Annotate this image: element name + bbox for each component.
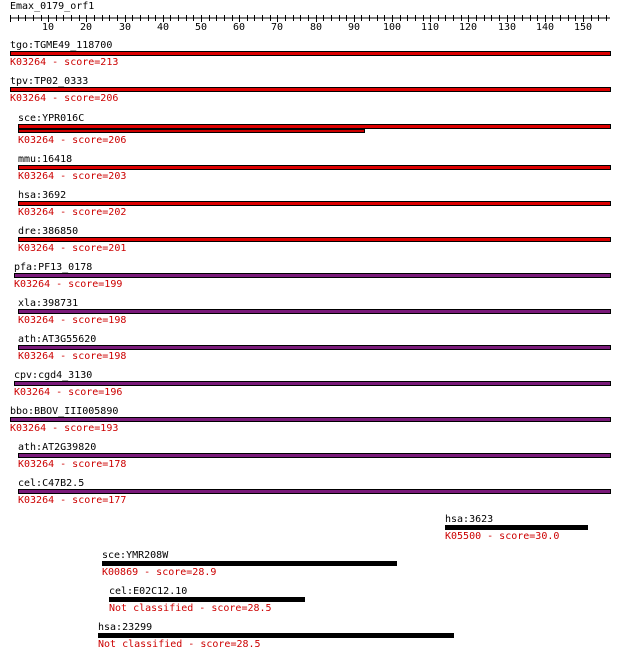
hit-ko-score-link[interactable]: K05500 - score=30.0: [445, 531, 560, 542]
hit-alignment-bar[interactable]: [18, 201, 611, 206]
hit-gene-link[interactable]: xla:398731: [18, 298, 79, 309]
hit-alignment-bar[interactable]: [18, 237, 611, 242]
ruler-tick-label: 130: [497, 22, 517, 32]
hit-ko-score-link[interactable]: K03264 - score=177: [18, 495, 127, 506]
hit-gene-link[interactable]: ath:AT3G55620: [18, 334, 97, 345]
ruler-tick-label: 90: [347, 22, 361, 32]
hit-secondary-alignment-bar[interactable]: [18, 129, 365, 133]
ruler-tick-label: 60: [232, 22, 246, 32]
hit-gene-link[interactable]: hsa:23299: [98, 622, 153, 633]
ruler-tick-label: 30: [118, 22, 132, 32]
ruler-tick-label: 70: [270, 22, 284, 32]
hit-alignment-bar[interactable]: [14, 273, 611, 278]
ruler-tick-label: 40: [156, 22, 170, 32]
ruler-tick-label: 50: [194, 22, 208, 32]
hit-alignment-bar[interactable]: [109, 597, 305, 602]
hit-alignment-bar[interactable]: [18, 453, 611, 458]
hit-gene-link[interactable]: cel:E02C12.10: [109, 586, 188, 597]
hit-ko-score-link[interactable]: K03264 - score=196: [14, 387, 123, 398]
ruler-tick-label: 120: [458, 22, 478, 32]
hit-alignment-bar[interactable]: [102, 561, 397, 566]
hit-ko-score-link[interactable]: K03264 - score=193: [10, 423, 119, 434]
hit-gene-link[interactable]: ath:AT2G39820: [18, 442, 97, 453]
hit-alignment-bar[interactable]: [10, 87, 611, 92]
ruler-tick-label: 10: [41, 22, 55, 32]
hit-gene-link[interactable]: cpv:cgd4_3130: [14, 370, 93, 381]
ruler-tick-label: 150: [573, 22, 593, 32]
query-name: Emax_0179_orf1: [10, 1, 95, 12]
hit-ko-score-link[interactable]: K03264 - score=206: [18, 135, 127, 146]
hit-ko-score-link[interactable]: K03264 - score=199: [14, 279, 123, 290]
hit-alignment-bar[interactable]: [18, 309, 611, 314]
hit-ko-score-link[interactable]: K03264 - score=178: [18, 459, 127, 470]
ruler-tick-label: 20: [79, 22, 93, 32]
hit-ko-score-link[interactable]: K03264 - score=202: [18, 207, 127, 218]
hit-gene-link[interactable]: mmu:16418: [18, 154, 73, 165]
hit-ko-score-link[interactable]: K00869 - score=28.9: [102, 567, 217, 578]
hit-gene-link[interactable]: hsa:3623: [445, 514, 494, 525]
hit-alignment-bar[interactable]: [18, 165, 611, 170]
hit-gene-link[interactable]: hsa:3692: [18, 190, 67, 201]
ruler-tick-label: 100: [382, 22, 402, 32]
hit-gene-link[interactable]: tgo:TGME49_118700: [10, 40, 113, 51]
hit-alignment-bar[interactable]: [10, 417, 611, 422]
hit-ko-score-link[interactable]: K03264 - score=213: [10, 57, 119, 68]
hit-ko-score-link[interactable]: Not classified - score=28.5: [109, 603, 272, 614]
position-ruler: [0, 10, 620, 32]
hit-ko-score-link[interactable]: Not classified - score=28.5: [98, 639, 261, 650]
hit-ko-score-link[interactable]: K03264 - score=203: [18, 171, 127, 182]
ruler-tick-label: 110: [420, 22, 440, 32]
hit-alignment-bar[interactable]: [445, 525, 588, 530]
hit-gene-link[interactable]: sce:YPR016C: [18, 113, 85, 124]
hit-gene-link[interactable]: cel:C47B2.5: [18, 478, 85, 489]
hit-alignment-bar[interactable]: [98, 633, 454, 638]
hit-gene-link[interactable]: sce:YMR208W: [102, 550, 169, 561]
hit-alignment-bar[interactable]: [18, 489, 611, 494]
hit-ko-score-link[interactable]: K03264 - score=198: [18, 315, 127, 326]
hit-alignment-bar[interactable]: [18, 345, 611, 350]
ruler-tick-label: 80: [309, 22, 323, 32]
hit-gene-link[interactable]: dre:386850: [18, 226, 79, 237]
hit-ko-score-link[interactable]: K03264 - score=198: [18, 351, 127, 362]
ruler-tick-label: 140: [535, 22, 555, 32]
hit-gene-link[interactable]: pfa:PF13_0178: [14, 262, 93, 273]
hit-ko-score-link[interactable]: K03264 - score=206: [10, 93, 119, 104]
hit-gene-link[interactable]: bbo:BBOV_III005890: [10, 406, 119, 417]
hit-ko-score-link[interactable]: K03264 - score=201: [18, 243, 127, 254]
hit-alignment-bar[interactable]: [10, 51, 611, 56]
hit-alignment-bar[interactable]: [14, 381, 611, 386]
hit-gene-link[interactable]: tpv:TP02_0333: [10, 76, 89, 87]
